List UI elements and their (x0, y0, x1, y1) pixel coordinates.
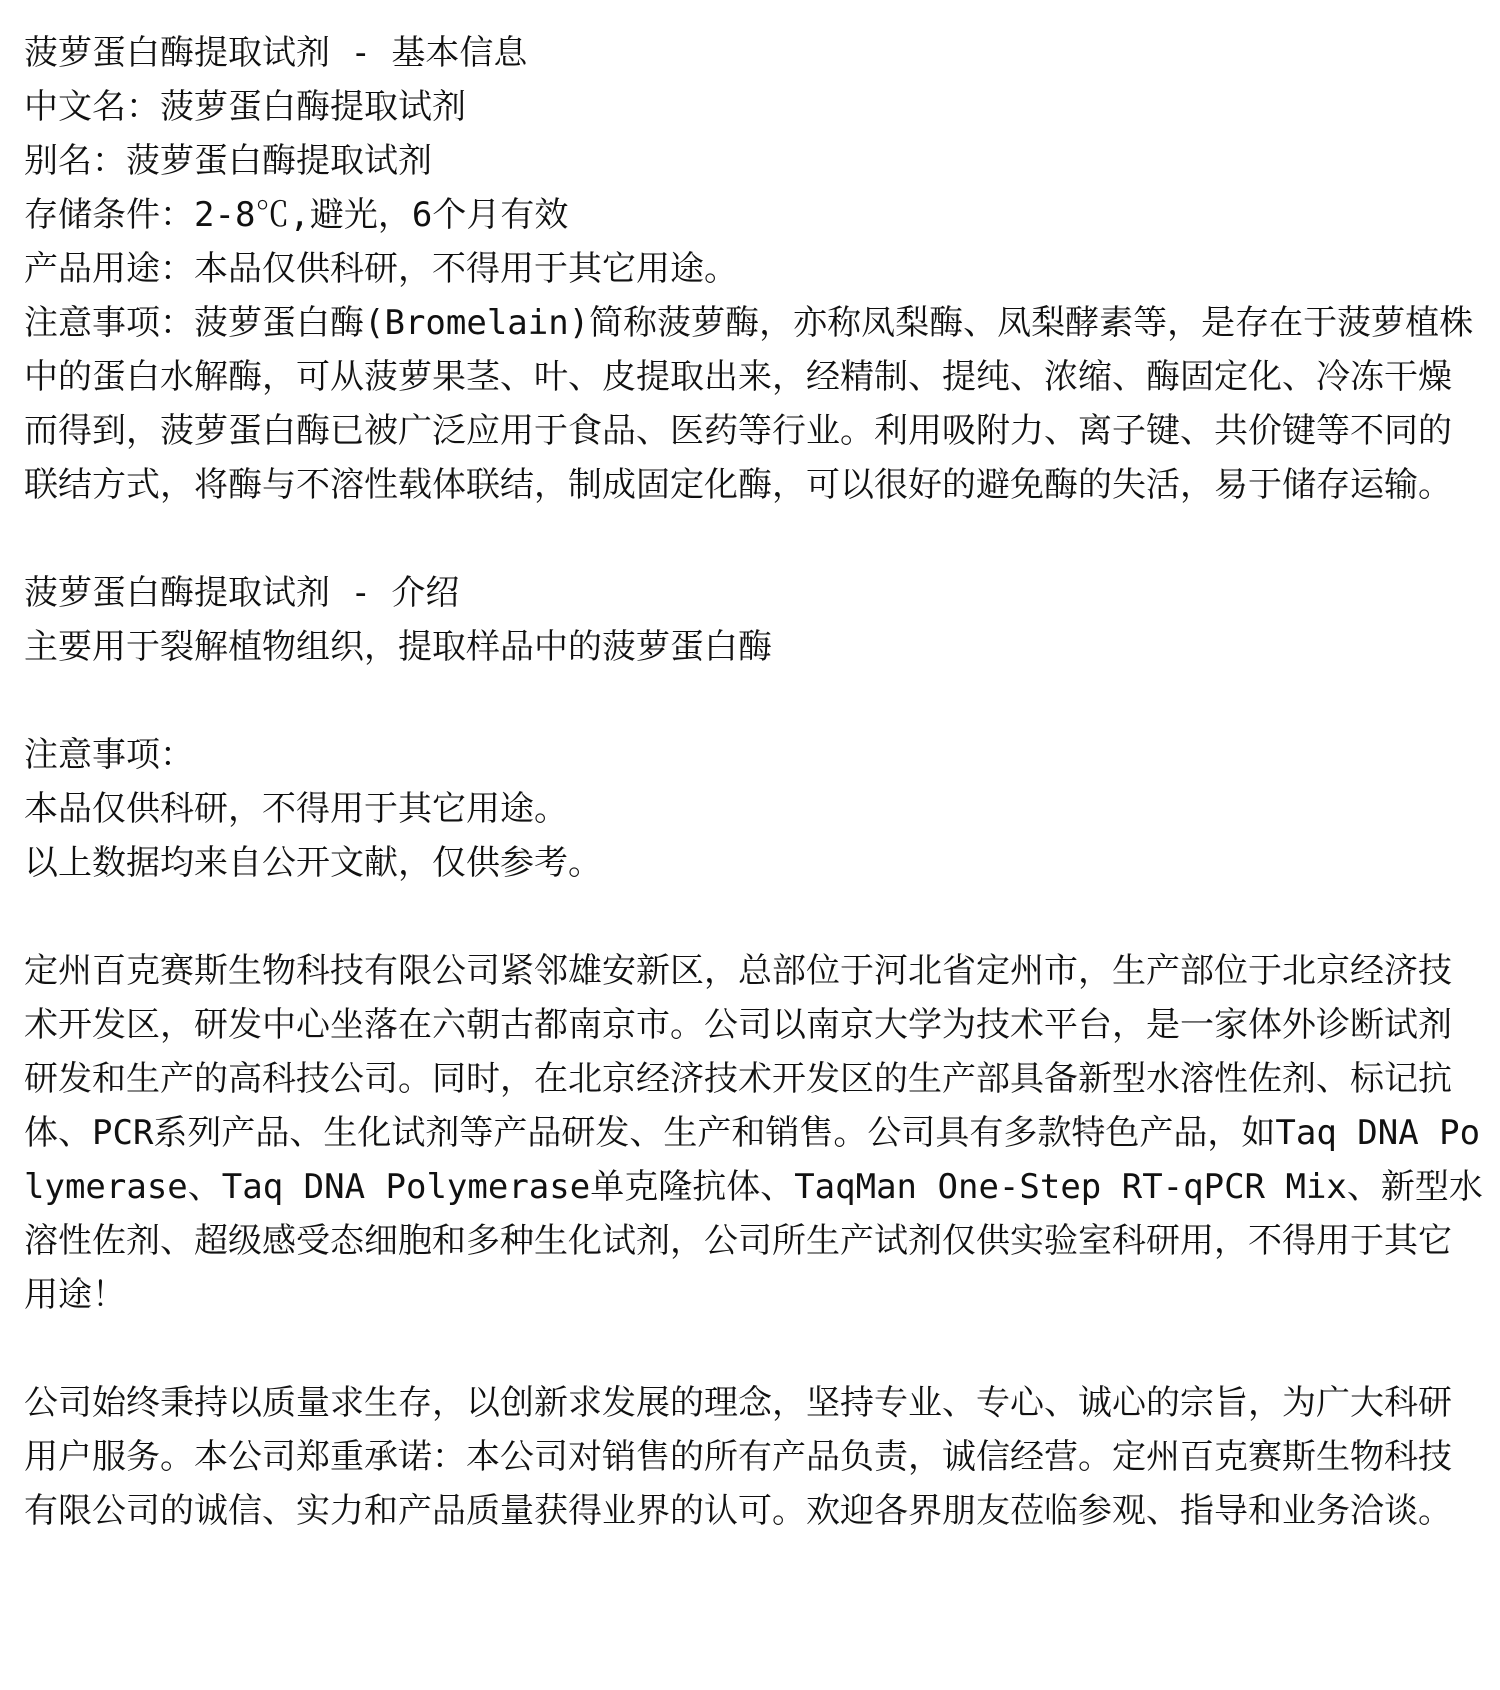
spacer (24, 512, 1484, 566)
spacer (24, 1322, 1484, 1376)
product-usage: 产品用途：本品仅供科研，不得用于其它用途。 (24, 249, 738, 289)
precautions-line-1: 本品仅供科研，不得用于其它用途。 (24, 789, 568, 829)
storage-conditions: 存储条件：2-8℃,避光，6个月有效 (24, 195, 569, 235)
document-body (24, 26, 1484, 1538)
notes-paragraph: 注意事项：菠萝蛋白酶(Bromelain)简称菠萝酶，亦称凤梨酶、凤梨酵素等，是存在于菠萝植株中的蛋白水解酶，可从菠萝果茎、叶、皮提取出来，经精制、提纯、浓缩、酶固定化、冷冻干燥而得到，菠萝蛋白酶已被广泛应用于食品、医药等行业。利用吸附力、离子键、共价键等不同的联结方式，将酶与不溶性载体联结，制成固定化酶，可以很好的避免酶的失活，易于储存运输。 (24, 303, 1474, 505)
company-paragraph-2: 公司始终秉持以质量求生存，以创新求发展的理念，坚持专业、专心、诚心的宗旨，为广大科研用户服务。本公司郑重承诺：本公司对销售的所有产品负责，诚信经营。定州百克赛斯生物科技有限公司的诚信、实力和产品质量获得业界的认可。欢迎各界朋友莅临参观、指导和业务洽谈。 (24, 1383, 1452, 1531)
introduction-text: 主要用于裂解植物组织，提取样品中的菠萝蛋白酶 (24, 627, 772, 667)
spacer (24, 890, 1484, 944)
company-paragraph-1: 定州百克赛斯生物科技有限公司紧邻雄安新区，总部位于河北省定州市，生产部位于北京经济技术开发区，研发中心坐落在六朝古都南京市。公司以南京大学为技术平台，是一家体外诊断试剂研发和生产的高科技公司。同时，在北京经济技术开发区的生产部具备新型水溶性佐剂、标记抗体、PCR系列产品、生化试剂等产品研发、生产和销售。公司具有多款特色产品，如Taq DNA Polymerase、Taq DNA Polymerase单克隆抗体、TaqMan One-Step RT-qPCR Mix、新型水溶性佐剂、超级感受态细胞和多种生化试剂，公司所生产试剂仅供实验室科研用，不得用于其它用途！ (24, 951, 1483, 1315)
alias: 别名：菠萝蛋白酶提取试剂 (24, 141, 432, 181)
precautions-line-2: 以上数据均来自公开文献，仅供参考。 (24, 843, 602, 883)
spacer (24, 674, 1484, 728)
chinese-name: 中文名：菠萝蛋白酶提取试剂 (24, 87, 466, 127)
precautions-title: 注意事项： (24, 735, 194, 775)
section-title-introduction: 菠萝蛋白酶提取试剂 - 介绍 (24, 573, 460, 613)
section-title-basic-info: 菠萝蛋白酶提取试剂 - 基本信息 (24, 33, 528, 73)
